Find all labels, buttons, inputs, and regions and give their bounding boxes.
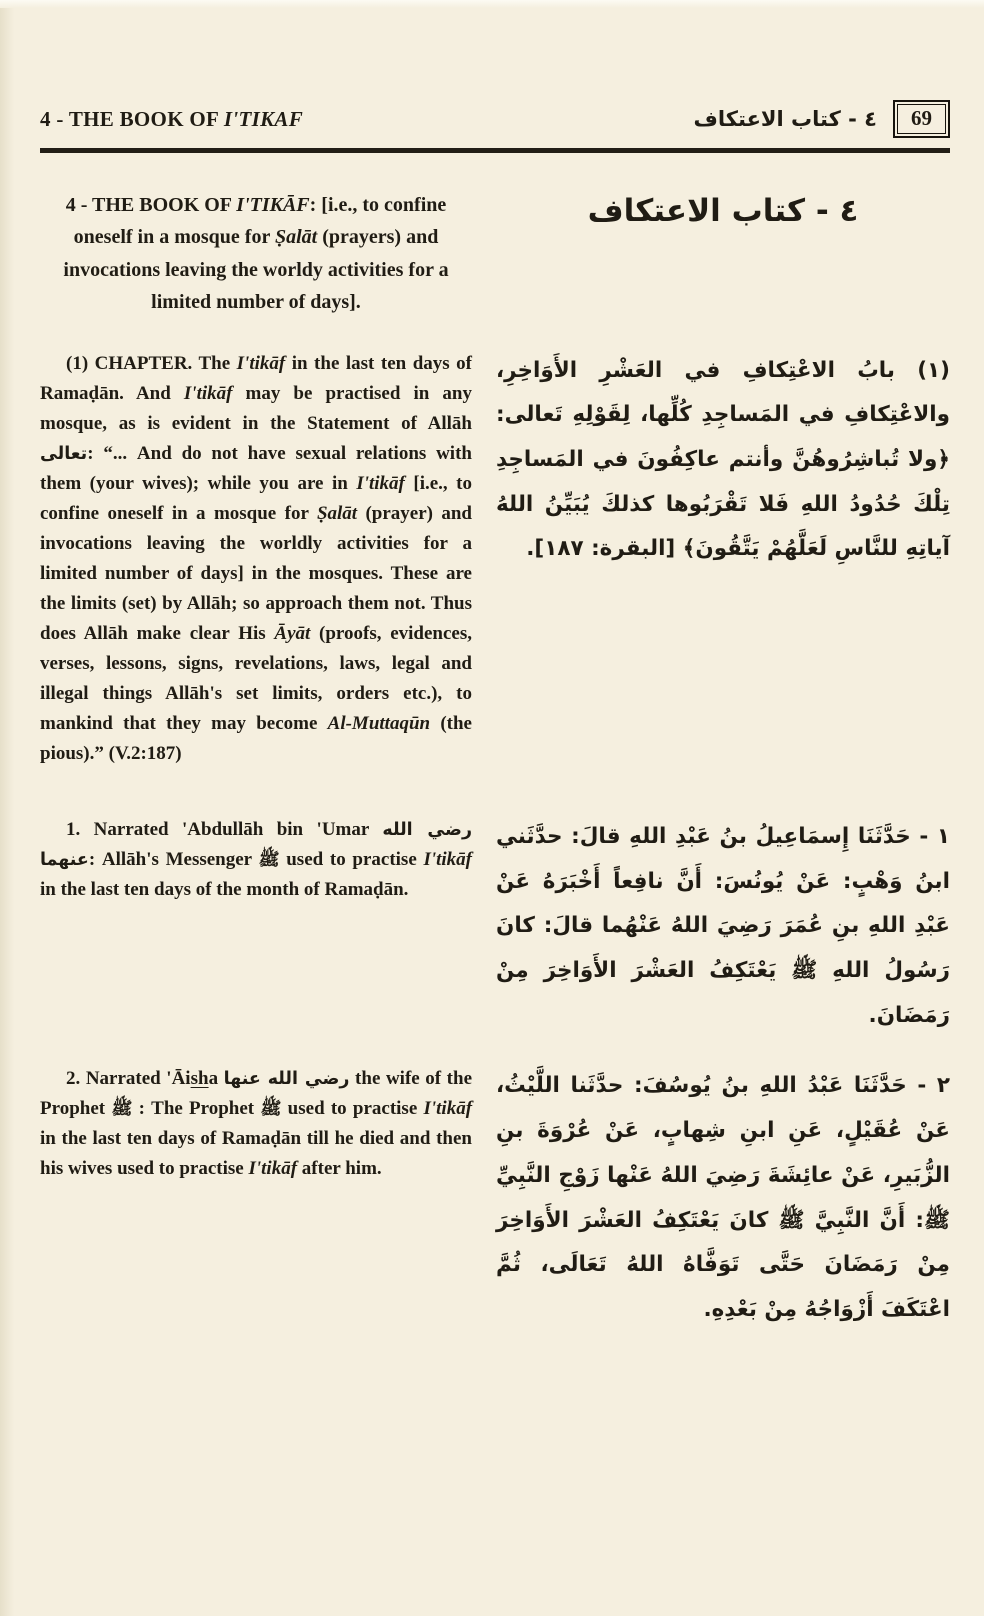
chapter-paragraph-arabic: (١) بابُ الاعْتِكافِ في العَشْرِ الأَوَاخِرِ، والاعْتِكافِ في المَساجِدِ كُلِّها، لِقَوْلِهِ تَعالى: ﴿ولا تُباشِرُوهُنَّ وأنتم عاكِفُونَ في المَساجِدِ تِلْكَ حُدُودُ اللهِ فَلا تَقْرَبُوها كذلكَ يُبَيِّنُ اللهُ آياتِهِ للنَّاسِ لَعَلَّهُمْ يَتَّقُونَ﴾ [البقرة: ١٨٧]. [496, 357, 950, 562]
book-title-english: 4 - THE BOOK OF I'TIKĀF: [i.e., to confine oneself in a mosque for Ṣalāt (prayers) and invocations leaving the worldy activities for a limited number of days]. [63, 194, 449, 314]
hadith-1-row [0, 815, 984, 1039]
running-title-english: 4 - THE BOOK OF I'TIKAF [40, 106, 304, 131]
running-title-arabic: ٤ - كتاب الاعتكاف [693, 107, 877, 131]
book-title-arabic: ٤ - كتاب الاعتكاف [587, 193, 859, 229]
page-number-box [893, 100, 950, 138]
hadith-2-row [0, 1064, 984, 1332]
page-header [0, 100, 984, 138]
hadith-2-arabic: ٢ - حَدَّثَنَا عَبْدُ اللهِ بنُ يُوسُفَ: حدَّثَنا اللَّيْثُ، عَنْ عُقَيْلٍ، عَنِ ابنِ شِهابٍ، عَنْ عُرْوَةَ بنِ الزُّبَيرِ، عَنْ عائِشَةَ رَضِيَ اللهُ عَنْها زَوْجِ النَّبِيِّ ﷺ: أَنَّ النَّبِيَّ ﷺ كانَ يَعْتَكِفُ العَشْرَ الأَوَاخِرَ مِنْ رَمَضَانَ حَتَّى تَوَفَّاهُ اللهُ تَعَالَى، ثُمَّ اعْتَكَفَ أَزْوَاجُهُ مِنْ بَعْدِهِ. [496, 1073, 950, 1322]
chapter-row [0, 349, 984, 769]
chapter-paragraph-english: (1) CHAPTER. The I'tikāf in the last ten days of Ramaḍān. And I'tikāf may be practised in any mosque, as is evident in the Statement of Allāh تعالى: “... And do not have sexual relations with them (your wives); while you are in I'tikāf [i.e., to confine oneself in a mosque for Ṣalāt (prayer) and invocations leaving the worldly activities for a limited number of days] in the mosques. These are the limits (set) by Allāh; so approach them not. Thus does Allāh make clear His Āyāt (proofs, evidences, verses, lessons, signs, revelations, laws, legal and illegal things Allāh's set limits, orders etc.), to mankind that they may become Al-Muttaqūn (the pious).” (V.2:187) [40, 352, 472, 764]
header-right-group [694, 100, 951, 138]
header-divider-rule [40, 148, 950, 153]
page-number: 69 [897, 104, 946, 134]
title-row [0, 189, 984, 319]
hadith-1-arabic: ١ - حَدَّثَنَا إِسمَاعِيلُ بنُ عَبْدِ اللهِ قالَ: حدَّثَني ابنُ وَهْبٍ: عَنْ يُونُسَ: أَنَّ نافِعاً أَخْبَرَهُ عَنْ عَبْدِ اللهِ بنِ عُمَرَ رَضِيَ اللهُ عَنْهُما قالَ: كانَ رَسُولُ اللهِ ﷺ يَعْتَكِفُ العَشْرَ الأَوَاخِرَ مِنْ رَمَضَانَ. [496, 823, 950, 1028]
hadith-1-english: 1. Narrated 'Abdullāh bin 'Umar رضي الله عنهما: Allāh's Messenger ﷺ used to practise I'tikāf in the last ten days of the month of Ramaḍān. [40, 818, 473, 900]
hadith-2-english: 2. Narrated 'Āisha رضي الله عنها the wife of the Prophet ﷺ : The Prophet ﷺ used to practise I'tikāf in the last ten days of Ramaḍān till he died and then his wives used to practise I'tikāf after him. [40, 1068, 473, 1180]
